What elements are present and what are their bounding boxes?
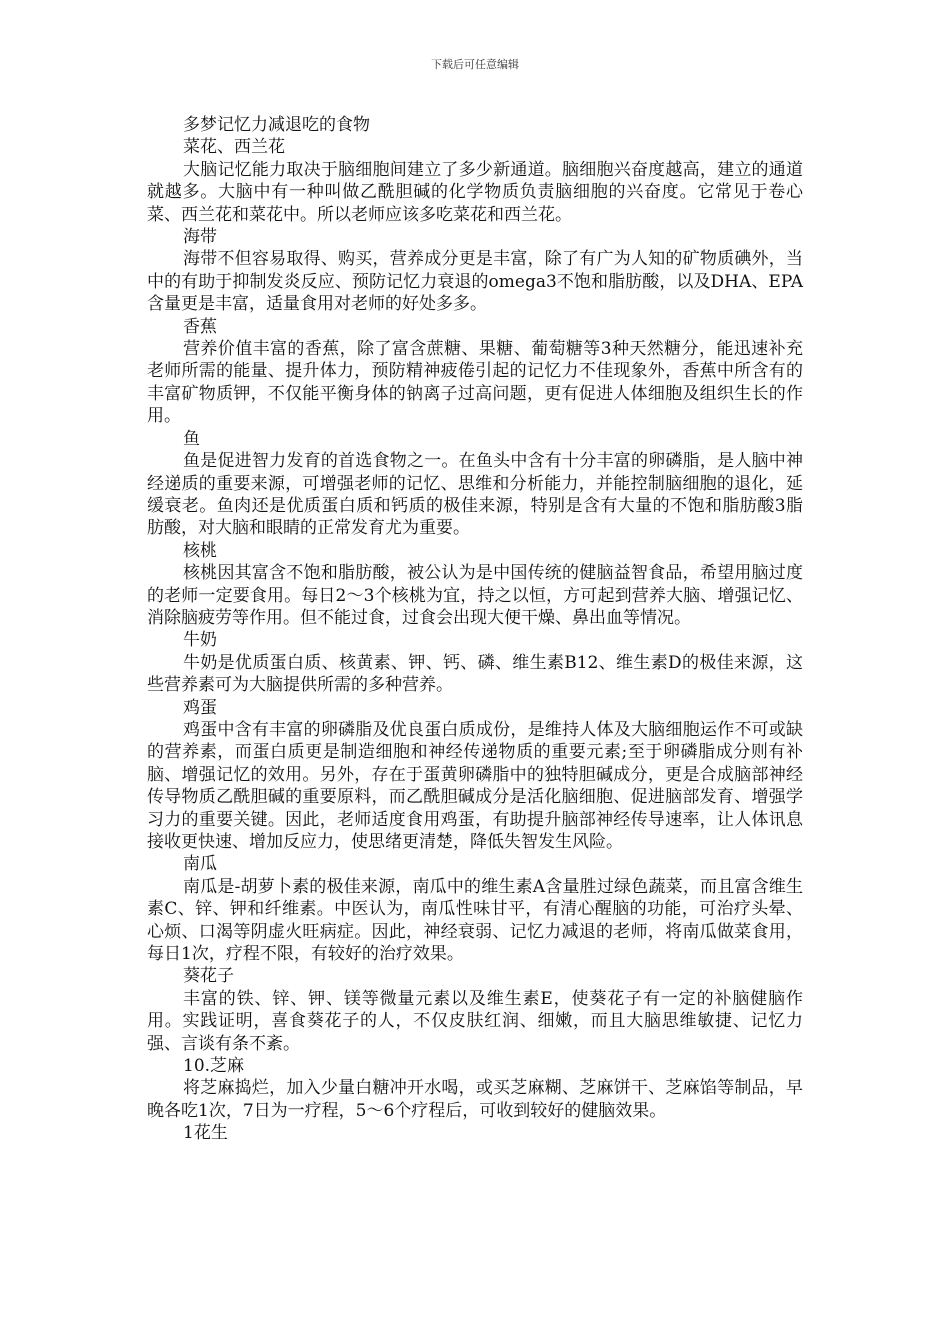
- section-heading-sesame: 10.芝麻: [183, 1056, 245, 1077]
- section-body-kelp: 海带不但容易取得、购买，营养成分更是丰富，除了有广为人知的矿物质碘外，当中的有助于抑制发炎反应、预防记忆力衰退的omega3不饱和脂肪酸，以及DHA、EPA含量更是丰富，适量食用对老师的好处多多。: [147, 249, 803, 315]
- section-heading-egg: 鸡蛋: [183, 697, 217, 718]
- section-body-sunflower-seeds: 丰富的铁、锌、钾、镁等微量元素以及维生素E，使葵花子有一定的补脑健脑作用。实践证明，喜食葵花子的人，不仅皮肤红润、细嫩，而且大脑思维敏捷、记忆力强、言谈有条不紊。: [147, 988, 803, 1054]
- section-body-fish: 鱼是促进智力发育的首选食物之一。在鱼头中含有十分丰富的卵磷脂，是人脑中神经递质的重要来源，可增强老师的记忆、思维和分析能力，并能控制脑细胞的退化，延缓衰老。鱼肉还是优质蛋白质和钙质的极佳来源，特别是含有大量的不饱和脂肪酸3脂肪酸，对大脑和眼睛的正常发育尤为重要。: [147, 451, 803, 539]
- section-body-walnut: 核桃因其富含不饱和脂肪酸，被公认为是中国传统的健脑益智食品，希望用脑过度的老师一定要食用。每日2～3个核桃为宜，持之以恒，方可起到营养大脑、增强记忆、消除脑疲劳等作用。但不能过食，过食会出现大便干燥、鼻出血等情况。: [147, 563, 803, 628]
- section-body-banana: 营养价值丰富的香蕉，除了富含蔗糖、果糖、葡萄糖等3种天然糖分，能迅速补充老师所需的能量、提升体力，预防精神疲倦引起的记忆力不佳现象外，香蕉中所含有的丰富矿物质钾，不仅能平衡身体的钠离子过高问题，更有促进人体细胞及组织生长的作用。: [147, 339, 803, 427]
- section-heading-sunflower-seeds: 葵花子: [183, 966, 234, 987]
- section-heading-walnut: 核桃: [183, 540, 217, 561]
- section-heading-kelp: 海带: [183, 227, 217, 248]
- section-heading-banana: 香蕉: [183, 316, 217, 337]
- section-heading-pumpkin: 南瓜: [183, 854, 217, 875]
- document-title: 多梦记忆力减退吃的食物: [183, 115, 370, 135]
- section-body-milk: 牛奶是优质蛋白质、核黄素、钾、钙、磷、维生素B12、维生素D的极佳来源，这些营养素可为大脑提供所需的多种营养。: [147, 652, 803, 696]
- section-body-egg: 鸡蛋中含有丰富的卵磷脂及优良蛋白质成份，是维持人体及大脑细胞运作不可或缺的营养素，而蛋白质更是制造细胞和神经传递物质的重要元素;至于卵磷脂成分则有补脑、增强记忆的效用。另外，存在于蛋黄卵磷脂中的独特胆碱成分，更是合成脑部神经传导物质乙酰胆碱的重要原料，而乙酰胆碱成分是活化脑细胞、促进脑部发育、增强学习力的重要关键。因此，老师适度食用鸡蛋，有助提升脑部神经传导速率，让人体讯息接收更快速、增加反应力，使思绪更清楚，降低失智发生风险。: [147, 719, 803, 852]
- section-heading-cauliflower: 菜花、西兰花: [183, 137, 285, 158]
- section-heading-milk: 牛奶: [183, 630, 217, 651]
- section-body-cauliflower: 大脑记忆能力取决于脑细胞间建立了多少新通道。脑细胞兴奋度越高，建立的通道就越多。大脑中有一种叫做乙酰胆碱的化学物质负责脑细胞的兴奋度。它常见于卷心菜、西兰花和菜花中。所以老师应该多吃菜花和西兰花。: [147, 159, 803, 225]
- section-body-pumpkin: 南瓜是-胡萝卜素的极佳来源，南瓜中的维生素A含量胜过绿色蔬菜，而且富含维生素C、锌、钾和纤维素。中医认为，南瓜性味甘平，有清心醒脑的功能，可治疗头晕、心烦、口渴等阴虚火旺病症。因此，神经衰弱、记忆力减退的老师，将南瓜做菜食用，每日1次，疗程不限，有较好的治疗效果。: [147, 876, 803, 965]
- document-body: [147, 114, 803, 1145]
- section-heading-peanut: 1花生: [183, 1123, 228, 1144]
- page-header: 下载后可任意编辑: [431, 58, 519, 71]
- section-body-sesame: 将芝麻捣烂，加入少量白糖冲开水喝，或买芝麻糊、芝麻饼干、芝麻馅等制品，早晚各吃1次，7日为一疗程，5～6个疗程后，可收到较好的健脑效果。: [147, 1078, 803, 1121]
- section-heading-fish: 鱼: [183, 428, 200, 449]
